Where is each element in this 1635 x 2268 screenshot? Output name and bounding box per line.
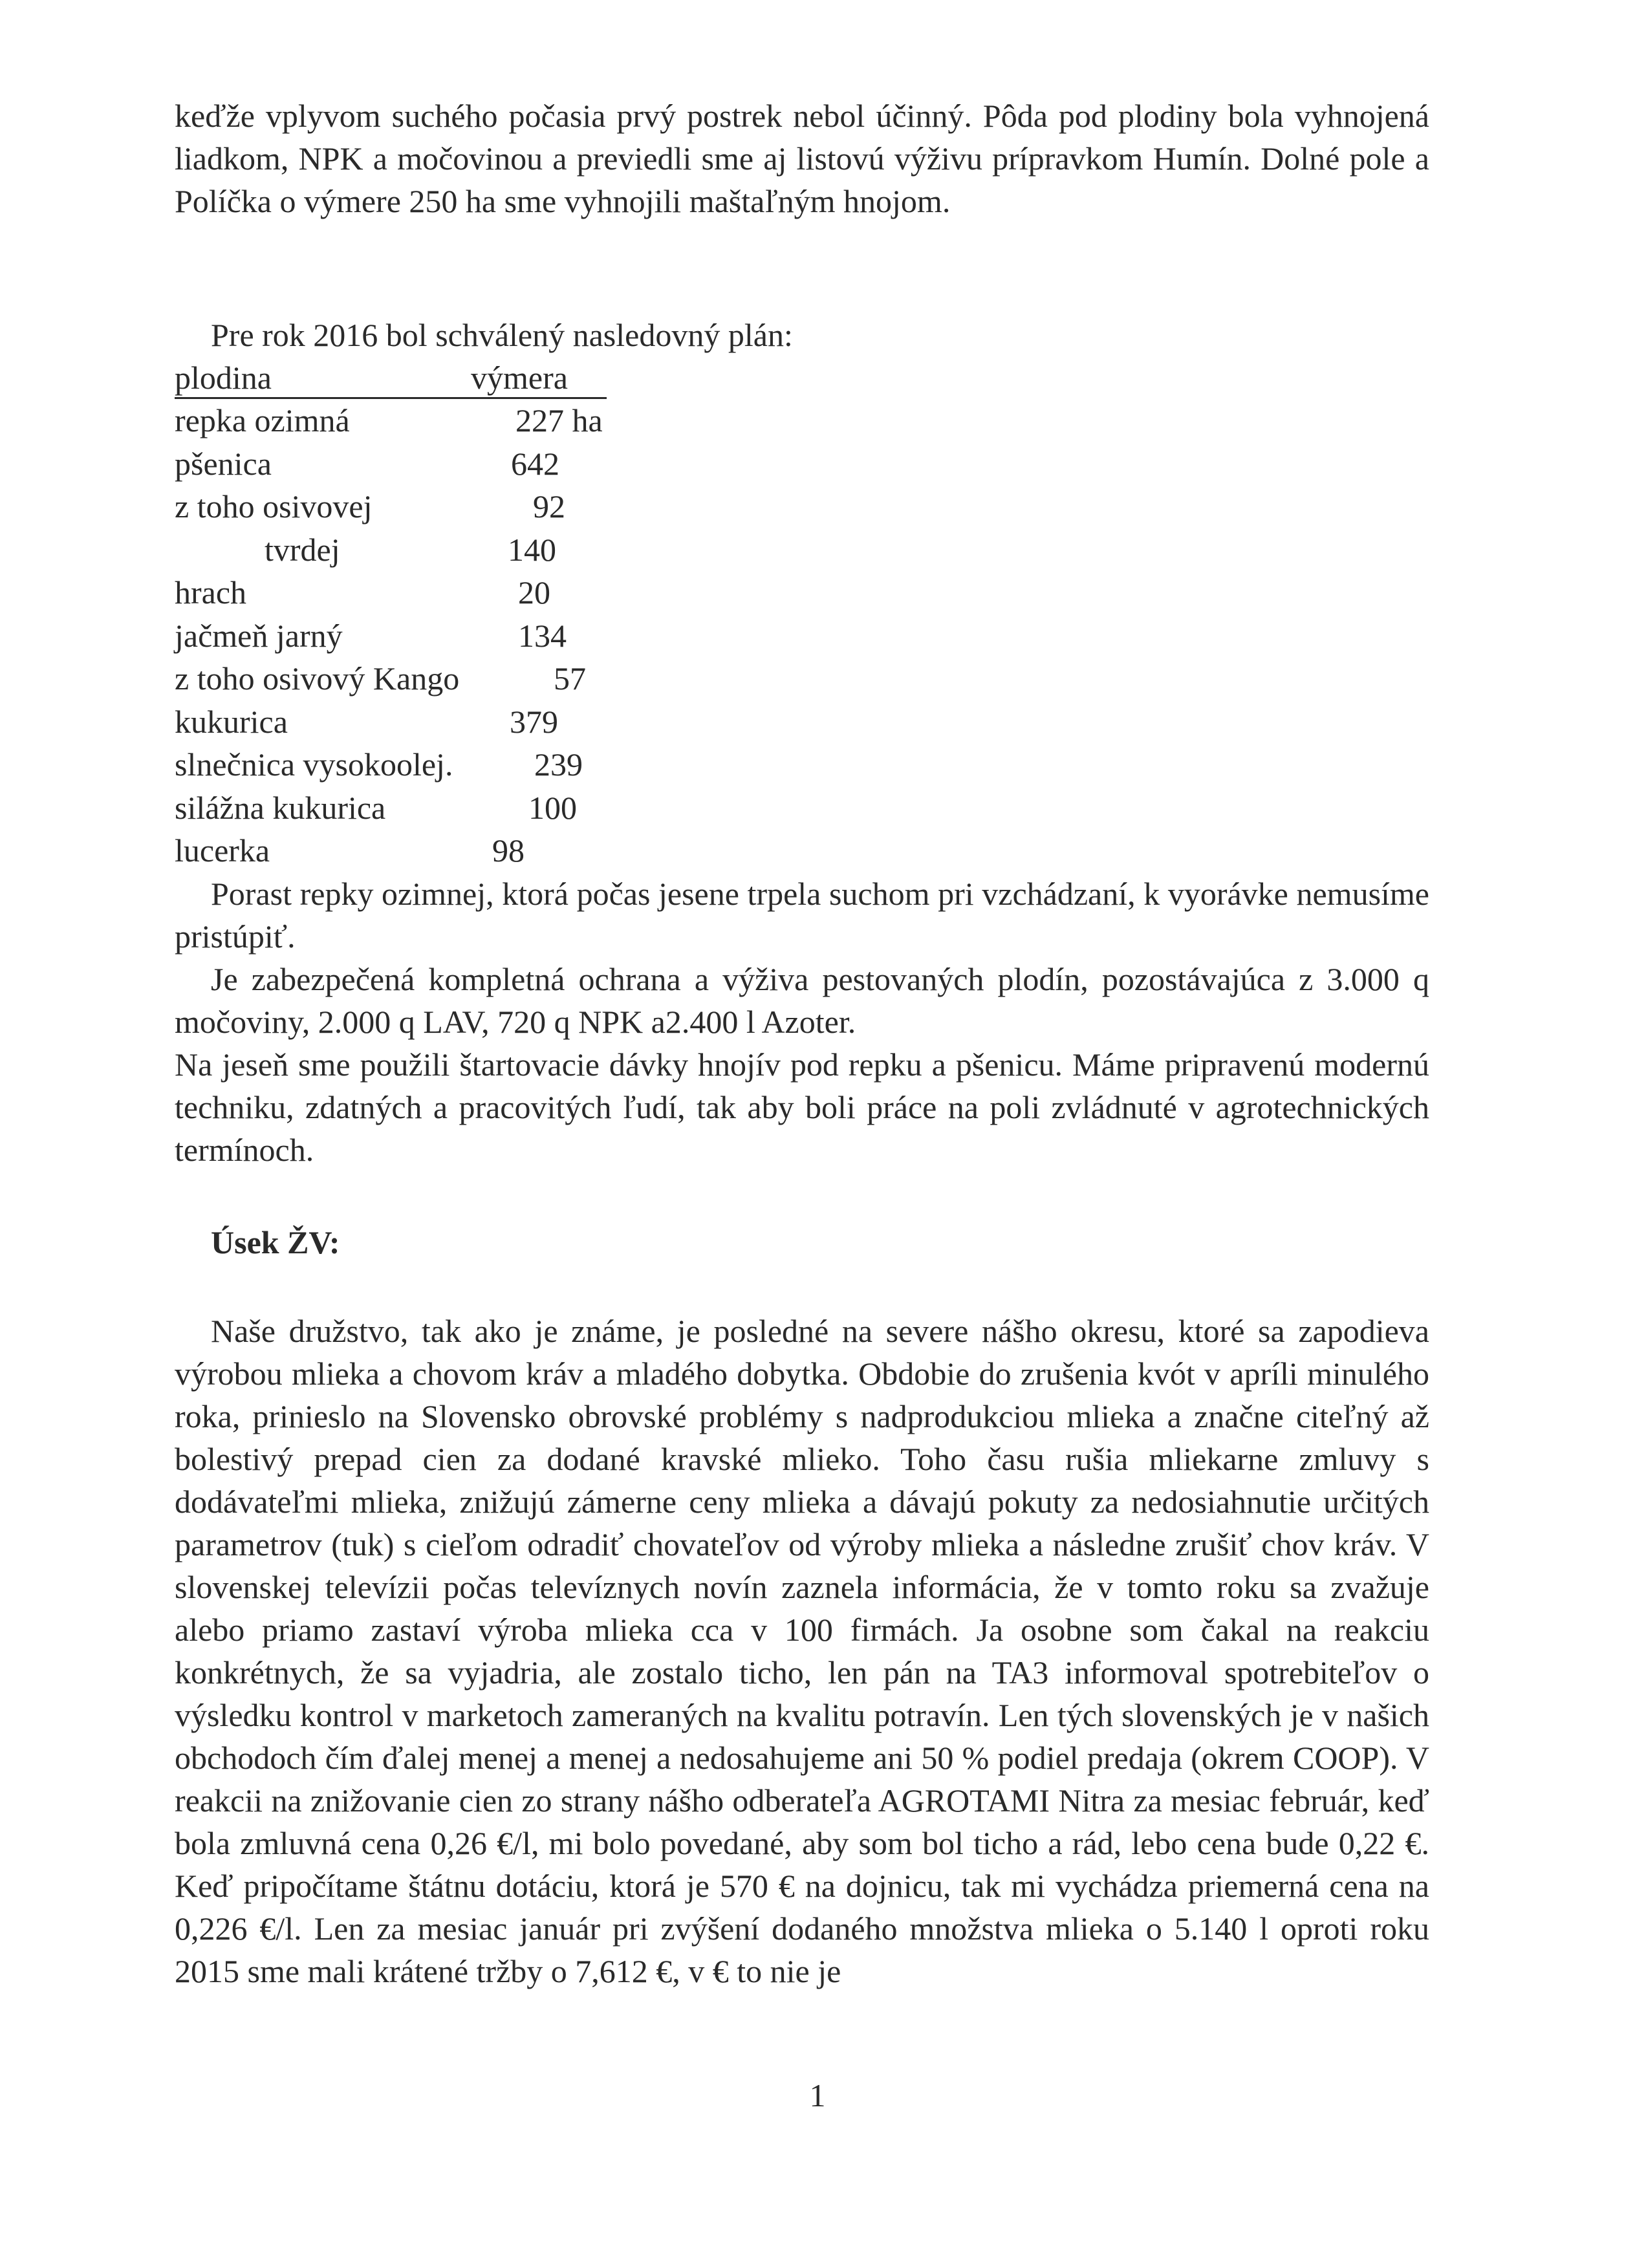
crop-name: silážna kukurica (175, 789, 386, 826)
crop-area: 134 (518, 617, 567, 654)
table-row (175, 700, 692, 744)
paragraph-fertilization (175, 94, 1429, 222)
table-row (175, 528, 692, 572)
crop-name: hrach (175, 574, 247, 610)
crop-area: 57 (554, 660, 586, 697)
crop-name: repka ozimná (175, 402, 350, 438)
plan-notes (175, 872, 1429, 1171)
crop-area: 379 (510, 703, 558, 740)
crop-name: z toho osivovej (175, 488, 373, 524)
section-zv-body (175, 1310, 1429, 1993)
crop-name: kukurica (175, 703, 288, 740)
crop-name: slnečnica vysokoolej. (175, 746, 453, 783)
page-number: 1 (809, 2077, 826, 2113)
paragraph-repka: Porast repky ozimnej, ktorá počas jesene trpela suchom pri vzchádzaní, k vyorávke nemusíme pristúpiť. (175, 876, 1429, 955)
section-heading: Úsek ŽV: (211, 1224, 340, 1260)
table-row (175, 571, 692, 614)
crop-area: 98 (492, 832, 525, 869)
crop-name: lucerka (175, 832, 270, 869)
crop-area: 100 (528, 789, 577, 826)
crop-name: z toho osivový Kango (175, 660, 460, 697)
crop-area: 239 (534, 746, 583, 783)
crop-area: 227 ha (515, 402, 603, 438)
paragraph-ochrana: Je zabezpečená kompletná ochrana a výživa pestovaných plodín, pozostávajúca z 3.000 q močoviny, 2.000 q LAV, 720 q NPK a2.400 l Azoter. (175, 961, 1429, 1040)
crop-name: pšenica (175, 445, 272, 482)
crop-area: 20 (518, 574, 550, 610)
table-row (175, 743, 692, 786)
crop-area: 92 (533, 488, 565, 524)
table-row (175, 485, 692, 528)
table-row (175, 657, 692, 700)
paragraph-jesen: Na jeseň sme použili štartovacie dávky hnojív pod repku a pšenicu. Máme pripravenú modernú techniku, zdatných a pracovitých ľudí, tak aby boli práce na poli zvládnuté v agrotechnických termínoch. (175, 1046, 1429, 1168)
paragraph-zv: Naše družstvo, tak ako je známe, je posledné na severe nášho okresu, ktoré sa zapodieva výrobou mlieka a chovom kráv a mladého dobytka. Obdobie do zrušenia kvót v apríli minulého roka, prinieslo na Slovensko obrovské problémy s nadprodukciou mlieka a značne citeľný až bolestivý prepad cien za dodané kravské mlieko. Toho času rušia mliekarne zmluvy s dodávateľmi mlieka, znižujú zámerne ceny mlieka a dávajú pokuty za nedosiahnutie určitých parametrov (tuk) s cieľom odradiť chovateľov od výroby mlieka a následne zrušiť chov kráv. V slovenskej televízii počas televíznych novín zaznela informácia, že v tomto roku sa zvažuje alebo priamo zastaví výroba mlieka cca v 100 firmách. Ja osobne som čakal na reakciu konkrétnych, že sa vyjadria, ale zostalo ticho, len pán na TA3 informoval spotrebiteľov o výsledku kontrol v marketoch zameraných na kvalitu potravín. Len tých slovenských je v našich obchodoch čím ďalej menej a menej a nedosahujeme ani 50 % podiel predaja (okrem COOP). V reakcii na znižovanie cien zo strany nášho odberateľa AGROTAMI Nitra za mesiac február, keď bola zmluvná cena 0,26 €/l, mi bolo povedané, aby som bol ticho a rád, lebo cena bude 0,22 €. Keď pripočítame štátnu dotáciu, ktorá je 570 € na dojnicu, tak mi vychádza priemerná cena na 0,226 €/l. Len za mesiac január pri zvýšení dodaného množstva mlieka o 5.140 l oproti roku 2015 sme mali krátené tržby o 7,612 €, v € to nie je (175, 1313, 1429, 1989)
crop-name: jačmeň jarný (175, 617, 343, 654)
paragraph-text: keďže vplyvom suchého počasia prvý postrek nebol účinný. Pôda pod plodiny bola vyhnojená liadkom, NPK a močovinou a previedli sme aj listovú výživu prípravkom Humín. Dolné pole a Políčka o výmere 250 ha sme vyhnojili maštaľným hnojom. (175, 98, 1429, 219)
crop-name: tvrdej (265, 531, 340, 568)
table-row (175, 786, 692, 830)
crop-area: 642 (511, 445, 559, 482)
plan-table (175, 399, 692, 872)
crop-area: 140 (508, 531, 556, 568)
table-row (175, 829, 692, 872)
header-crop: plodina (175, 360, 272, 396)
plan-intro: Pre rok 2016 bol schválený nasledovný plán: (211, 317, 793, 353)
table-row (175, 442, 692, 486)
table-row (175, 399, 692, 442)
plan-table-header (175, 356, 607, 399)
header-area: výmera (471, 360, 568, 396)
table-row (175, 614, 692, 658)
